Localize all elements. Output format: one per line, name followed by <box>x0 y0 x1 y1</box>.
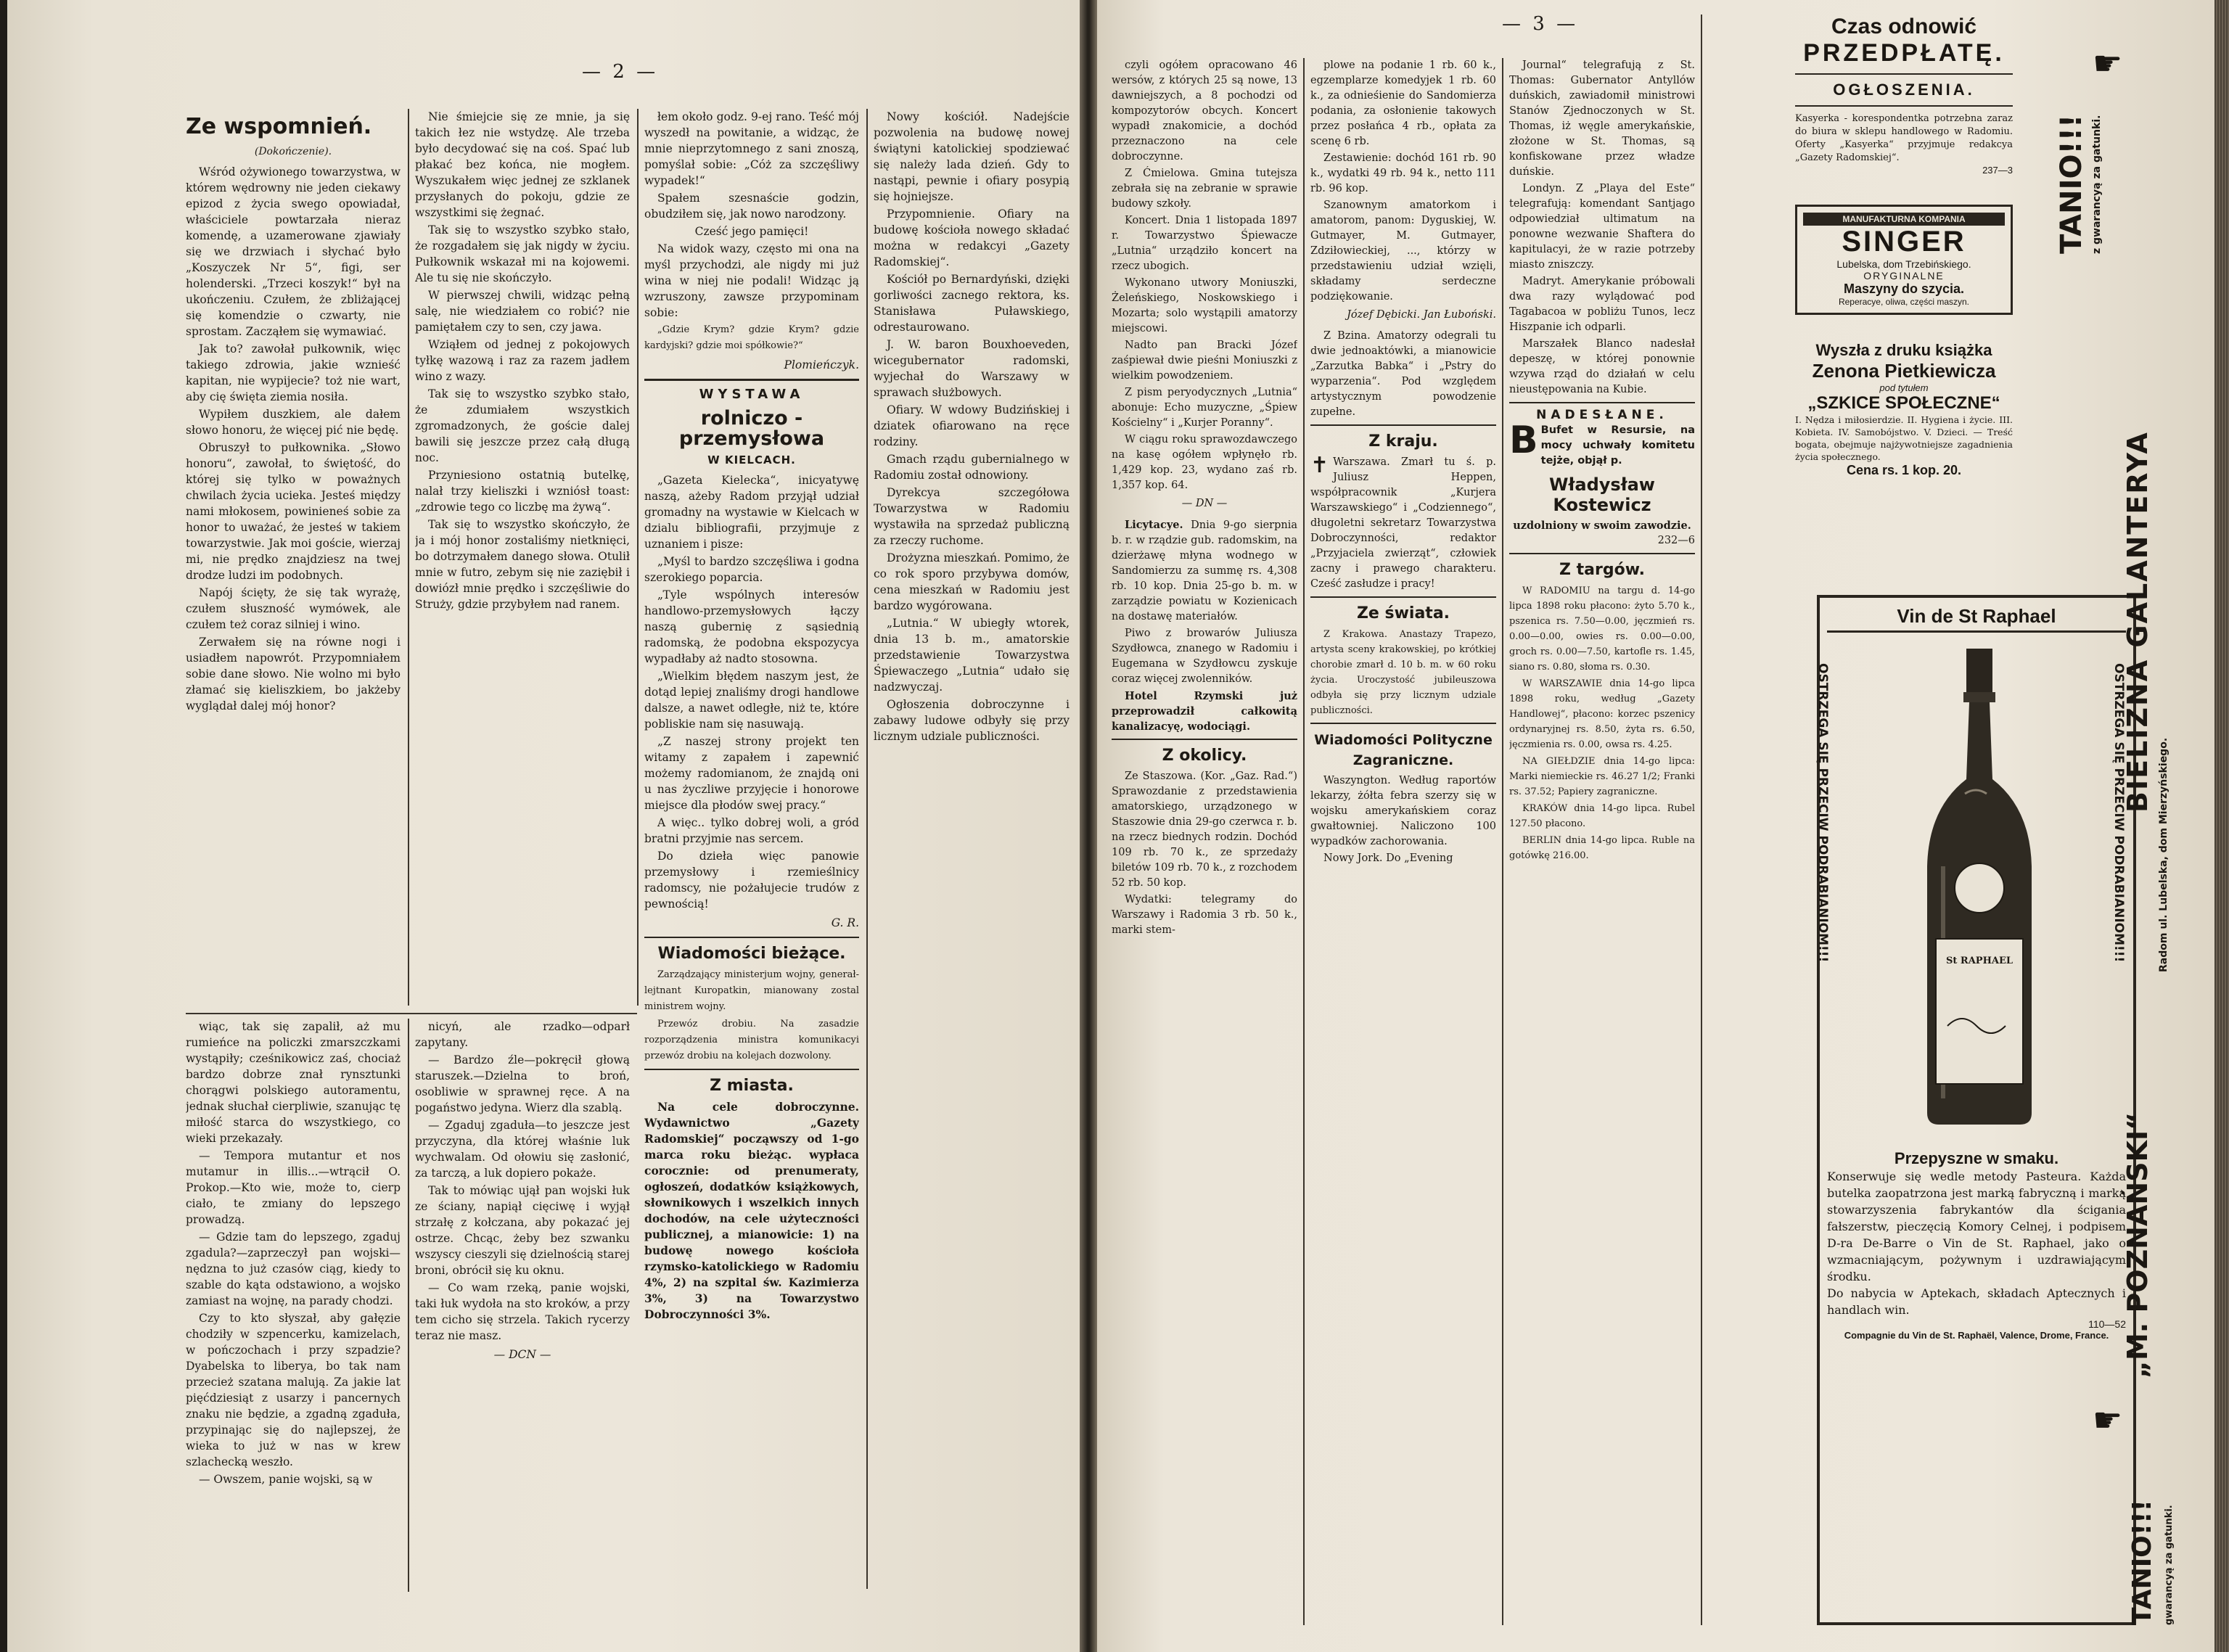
signature: — DCN — <box>493 1348 551 1361</box>
banner-tanio-top: TANIO!!! <box>2055 114 2088 254</box>
paragraph: Piwo z browarów Juliusza Szydłowca, znanego w Radomiu i Eugemana w Szydłowcu zyskuje coraz więcej zwolenników. <box>1112 628 1297 685</box>
book-ad <box>1795 341 2013 478</box>
paragraph: Szanownym amatorkom i amatorom, panom: Dyguskiej, W. Gutmayer, M. Gutmayer, Zdziłowieckiej, ..., którzy w przedstawieniu udział wzięli, składamy serdeczne podziękowanie. <box>1310 200 1496 303</box>
paragraph: KRAKÓW dnia 14-go lipca. Rubel 127.50 płacono. <box>1509 803 1695 829</box>
column-rule <box>637 109 639 1006</box>
paragraph: Wśród ożywionego towarzystwa, w którem wędrowny nie jeden ciekawy epizod z życia swego opowiadał, właściciele powtarzała nieraz komendę, a uzamerowane zjawiały się we drzwiach i słychać było „Koszyczek Nr 5“, figi, ser holenderski. „Trzeci koszyk!“ był na ukończeniu. Czułem, że zbliżającej się komendzie o czwarty, nie sprostam. Zacząłem się wymawiać. <box>186 165 401 338</box>
paragraph: NA GIEŁDZIE dnia 14-go lipca: Marki niemieckie rs. 46.27 1/2; Franki rs. 37.52; Papiery zagraniczne. <box>1509 756 1695 797</box>
divider <box>1795 73 2013 75</box>
left-page <box>7 0 1080 1652</box>
paragraph: Jak to? zawołał pułkownik, więc takiego zdrowia, jakie wznieść kapitan, nie wypijecie? toż nie wart, aby cię święta ziemia nosiła. <box>186 342 401 403</box>
book-head: Wyszła z druku książka <box>1815 341 1992 359</box>
book-edge <box>2214 0 2229 1652</box>
pointing-hand-icon: ☛ <box>2093 44 2123 83</box>
column-zagranica: Journal“ telegrafują z St. Thomas: Gubernator Antyllów duńskich, zawiadomił ministrowi Stanów Zjednoczonych w St. Thomas, iż węgle amerykańskie, złożone w St. Thomas, są konfiskowane przez władze duńskie. Londyn. Z „Playa del Este“ telegrafują: komendant Santjago odpowiedział ultimatum na ponowne wezwanie Shaftera do kapitulacyi, że w razie potrzeby miasto zniszczy. Madryt. Amerykanie próbowali dwa razy wylądować pod Tagabacoa w pobliżu Tunos, lecz Hiszpanie ich odparli. Marszałek Blanco nadesłał depeszę, w której ponownie wzywa rząd do działań w celu nieustępowania na Kubie. NADESŁANE. B Bufet w Resursie, na mocy uchwały komitetu tejże, objął p. Władysław Kostewicz uzdolniony w swoim zawodzie. 232—6 Z targów. W RADOMIU na targu d. 14-go lipca 1898 roku płacono: żyto 5.70 k., pszenica rs. 7.50—0.00, jęczmień rs. 0.00—0.00, owies rs. 0.00—0.00, groch rs. 0.00—7.50, kartofle rs. 1.45, siano rs. 0.80, słoma rs. 0.30. W WARSZAWIE dnia 14-go lipca 1898 roku, według „Gazety Handlowej“, płacono: korzec pszenicy ordynaryjnej rs. 8.50, żyta rs. 6.50, jęczmienia rs. 0.00, owsa rs. 4.25. NA GIEŁDZIE dnia 14-go lipca: Marki niemieckie rs. 46.27 1/2; Franki rs. 37.52; Papiery zagraniczne. KRAKÓW dnia 14-go lipca. Rubel 127.50 płacono. BERLIN dnia 14-go lipca. Ruble na gotówkę 216.00. <box>1509 58 1695 1625</box>
raphael-taste: Przepyszne w smaku. <box>1894 1149 2059 1167</box>
paragraph: Journal“ telegrafują z St. Thomas: Gubernator Antyllów duńskich, zawiadomił ministrowi Stanów Zjednoczonych w St. Thomas, iż węgle amerykańskie, złożone w St. Thomas, są konfiskowane przez władze duńskie. <box>1509 59 1695 178</box>
paragraph: Ofiary. W wdowy Budzińskiej i dziatek ofiarowano na ręce rodziny. <box>874 403 1070 448</box>
column-rule <box>1701 15 1702 1625</box>
subscription-notice <box>1795 15 2013 176</box>
column-rule <box>1502 58 1503 1625</box>
divider <box>1795 105 2013 107</box>
raphael-title: Vin de St Raphael <box>1827 605 2126 633</box>
paragraph: — Zgaduj zgaduła—to jeszcze jest przyczyna, dla której właśnie luk wychwalam. Od ołowiu się zasłonić, za tarczą, a luk dopiero pokaże. <box>415 1119 630 1180</box>
section-divider <box>1310 723 1496 724</box>
cross-icon: ✝ <box>1310 453 1329 478</box>
section-title: rolniczo - przemysłowa <box>678 407 825 450</box>
raphael-body: Konserwuje się wedle metody Pasteura. Każda butelka zaopatrzona jest marką fabryczną i marką stowarzyszenia fabrykantów dla ścigania fałszerstw, pieczęcią Komory Celnej, i podpisem D-ra De-Barre o Vin de St. Raphael, jako o wzmacniającym, pożywnym i uzdrawiającym środku. <box>1827 1170 2126 1283</box>
column-feuilleton-left <box>186 1019 401 1592</box>
paragraph: Tak to mówiąc ujął pan wojski łuk ze ściany, napiął cięciwę i wyjął strzałę z kołczana, aby pokazać jej ostrze. Chcąc, żeby bez szwanku wszyscy cieszyli się dzielnością starej broni, obrócił się ku oknu. <box>415 1184 630 1277</box>
paragraph: Z pism peryodycznych „Lutnia“ abonuje: Echo muzyczne, „Śpiew Kościelny“ i „Kurjer Poranny“. <box>1112 387 1297 429</box>
paragraph: Cześć jego pamięci! <box>694 225 809 238</box>
ad-code: 232—6 <box>1657 535 1695 546</box>
paragraph: W WARSZAWIE dnia 14-go lipca 1898 roku, według „Gazety Handlowej“, płacono: korzec pszenicy ordynaryjnej rs. 8.50, żyta rs. 6.50, jęczmienia rs. 0.00, owsa rs. 4.25. <box>1509 678 1695 750</box>
book-under: pod tytułem <box>1879 382 1929 393</box>
section-divider <box>1509 553 1695 554</box>
column-rule <box>866 109 868 1589</box>
book-author: Zenona Pietkiewicza <box>1812 360 1996 382</box>
signature: Józef Dębicki. Jan Łuboński. <box>1347 309 1496 321</box>
paragraph: Wykonano utwory Moniuszki, Żeleńskiego, Noskowskiego i Mozarta; solo wystąpili amatorzy miejscowi. <box>1112 277 1297 334</box>
paragraph: „Lutnia.“ W ubiegły wtorek, dnia 13 b. m., amatorskie przedstawienie Towarzystwa Śpiewaczego „Lutnia“ udało się nadzwyczaj. <box>874 617 1070 694</box>
column-local-news <box>874 109 1070 1589</box>
advertiser-name: Władysław Kostewicz <box>1549 474 1655 515</box>
singer-repairs: Reperacye, oliwa, części maszyn. <box>1838 297 1970 307</box>
paragraph: Kościół po Bernardyński, dzięki gorliwości zacnego rektora, ks. Stanisława Puławskiego, odrestaurowano. <box>874 273 1070 334</box>
paragraph: Napój ścięty, że się tak wyrażę, czułem słuszność wymówek, ale czułem też coraz silniej i wino. <box>186 586 401 631</box>
paragraph: Czy to kto słyszał, aby gałęzie chodziły w szpencerku, kamizelach, w pończochach i przy szpadzie? Dyabelska to liberya, bo tak nam przecież szatana malują. Za jakie lat pięćdziesiąt z usarzy i pancernych znaku nie będzie, a zgadną zgaduła, przypinając się do najlepszej, że wieka to już w nas w krew szlachecką weszło. <box>186 1312 401 1468</box>
paragraph: Wydatki: telegramy do Warszawy i Radomia 3 rb. 50 k., marki stem- <box>1112 894 1297 936</box>
paragraph: Ogłoszenia dobroczynne i zabawy ludowe odbyły się przy licznym udziale publiczności. <box>874 698 1070 743</box>
ogloszenia-title: OGŁOSZENIA. <box>1833 81 1975 99</box>
raphael-sale: Do nabycia w Aptekach, składach Aptecznych i handlach win. <box>1827 1286 2126 1317</box>
paragraph: — Gdzie tam do lepszego, zgaduj zgadula?—zaprzeczył pan wojski—nędzna to już czasów ciąg, kiedy to szable do kąta odstawiono, a wojsko zamiast na wojnę, na parady chodzi. <box>186 1230 401 1307</box>
section-divider <box>644 1069 859 1070</box>
signature: G. R. <box>831 916 859 929</box>
paragraph: nicyń, ale rzadko—odparł zapytany. <box>415 1020 630 1049</box>
paragraph: Nadto pan Bracki Józef zaśpiewał dwie pieśni Moniuszki z wielkim powodzeniem. <box>1112 340 1297 382</box>
paragraph: Dyrekcya szczegółowa Towarzystwa w Radomiu wystawiła na sprzedaż publiczną za rzeczy ruchome. <box>874 486 1070 547</box>
section-title: Licytacye. <box>1125 519 1183 531</box>
notice-title: Czas odnowić <box>1831 15 1977 38</box>
section-divider <box>1509 402 1695 403</box>
banner-guarantee-bottom: gwarancyą za gatunki. <box>2164 1505 2175 1625</box>
article-subtitle: (Dokończenie). <box>254 146 332 157</box>
paragraph: Marszałek Blanco nadesłał depeszę, w której ponownie wzywa rząd do działań w celu nieustępowania na Kubie. <box>1509 338 1695 395</box>
section-title: Z miasta. <box>710 1077 794 1095</box>
paragraph: Przewóz drobiu. Na zasadzie rozporządzenia ministra komunikacyi przewóz drobiu na kolejach dozwolony. <box>644 1019 859 1061</box>
paragraph: Nie śmiejcie się ze mnie, ja się takich łez nie wstydzę. Ale trzeba było decydować się na coś. Spać lub płakać bez końca, nie mogłem. Wyszukałem więc jednej ze szklanek przysłanych do pokoju, gdzie ze wszystkimi się żegnać. <box>415 110 630 219</box>
section-title: Z kraju. <box>1368 432 1438 451</box>
paragraph: Przyniesiono ostatnią butelkę, nalał trzy kieliszki i wzniósł toast: „zdrowie tego co liczbę ma żywą“. <box>415 469 630 514</box>
paragraph: Nowy Jork. Do „Evening <box>1323 852 1453 864</box>
paragraph: uzdolniony w swoim zawodzie. <box>1513 519 1691 532</box>
singer-name: SINGER <box>1842 226 1966 258</box>
pointing-hand-icon: ☛ <box>2093 1400 2123 1439</box>
paragraph: Nowy kościół. Nadejście pozwolenia na budowę nowej świątyni katolickiej spodziewać się należy lada dzień. Gdy to nastąpi, pewnie i ofiary posypią się hojniejsze. <box>874 110 1070 203</box>
section-place: W KIELCACH. <box>707 453 796 467</box>
paragraph: Zarządzający ministerjum wojny, generał-lejtnant Kuropatkin, mianowany zostal ministrem wojny. <box>644 969 859 1012</box>
paragraph: Tak się to wszystko szybko stało, że zdumiałem wszystkich zgromadzonych, że goście dalej bawili się jeszcze przez całą długą noc. <box>415 387 630 464</box>
singer-machines: Maszyny do szycia. <box>1843 282 1965 296</box>
paragraph: „Myśl to bardzo szczęśliwa i godna szerokiego poparcia. <box>644 555 859 584</box>
paragraph: — Bardzo źle—pokręcił głową staruszek.—Dzielna to broń, osobliwie w sprawnej ręce. A na pogaństwo jedyna. Wierz dla szablą. <box>415 1053 630 1114</box>
paragraph: „Tyle wspólnych interesów handlowo-przemysłowych łączy naszą gubernię z sąsiednią radomską, że podobna ekspozycya wypadłaby aż nadto stosowna. <box>644 588 859 665</box>
section-title: Z targów. <box>1559 561 1645 579</box>
paragraph: Gmach rządu gubernialnego w Radomiu został odnowiony. <box>874 453 1070 482</box>
section-label: WYSTAWA <box>699 387 805 402</box>
paragraph: Tak się to wszystko skończyło, że ja i mój honor zostaliśmy nietknięci, bo dotrzymałem danego słowa. Otulił mnie w futro, zebym się nie zaziębił i dowiózł mnie prędko i szczęśliwie do Struży, gdzie przybyłem nad ranem. <box>415 518 630 611</box>
banner-tanio-bottom: TANIO!!! <box>2127 1499 2157 1625</box>
paragraph: Ze Staszowa. (Kor. „Gaz. Rad.“) Sprawozdanie z przedstawienia amatorskiego, urządzonego w Staszowie dnia 29-go czerwca r. b. na rzecz biednych rodzin. Dochód 109 rb. 70 k., ze sprzedaży biletów 109 rb. 70 k., z rozchodem 52 rb. 50 kop. <box>1112 770 1297 889</box>
book-gutter <box>1080 0 1097 1652</box>
paragraph: Z Bzina. Amatorzy odegrali tu dwie jednoaktówki, a mianowicie „Zarzutka Babka“ i „Pstry do wyparzenia“. Pod względem artystycznym powodzenie zupełne. <box>1310 330 1496 418</box>
right-page <box>1097 0 2214 1652</box>
book-title: „SZKICE SPOŁECZNE“ <box>1807 393 2000 413</box>
kasyerka-ad: Kasyerka - korespondentka potrzebna zaraz do biura w sklepu handlowego w Radomiu. Oferty „Kasyerka“ przyjmuje redakcya „Gazety Radomskiej“. <box>1795 113 2013 163</box>
column-kraj <box>1310 58 1496 1625</box>
paragraph: łem około godz. 9-ej rano. Teść mój wyszedł na powitanie, a widząc, że mnie nieprzytomnego z sani znoszą, pomyślał sobie: „Cóż za szczęśliwy wypadek!“ <box>644 110 859 187</box>
paragraph: A więc.. tylko dobrej woli, a gród bratni przyjmie nas sercem. <box>644 816 859 845</box>
raphael-company: Compagnie du Vin de St. Raphaël, Valence, Drome, France. <box>1844 1330 2109 1341</box>
ad-code: 237—3 <box>1982 165 2013 176</box>
column-rule <box>408 109 409 1006</box>
paragraph: Warszawa. Zmarł tu ś. p. Juliusz Heppen, współpracownik „Kurjera Warszawskiego“ i „Codziennego“, długoletni sekretarz Towarzystwa Dobroczynności, redaktor „Przyjaciela zwierząt“, człowiek zacny i prawego charakteru. Cześć zasłudze i pracy! <box>1310 456 1496 590</box>
column-ze-wspomnien <box>186 109 401 1006</box>
section-title: Wiadomości bieżące. <box>657 945 846 963</box>
section-title: Z okolicy. <box>1162 747 1247 765</box>
paragraph: W RADOMIU na targu d. 14-go lipca 1898 roku płacono: żyto 5.70 k., pszenica rs. 7.50—0.00, jęczmień rs. 0.00—0.00, owies rs. 0.00—0.00, groch rs. 0.00—7.50, kartofle rs. 1.45, siano rs. 0.80, słoma rs. 0.30. <box>1509 585 1695 673</box>
paragraph: — Tempora mutantur et nos mutamur in illis...—wtrącił O. Prokop.—Kto wie, może to, cierp ciało, te zmiany do lepszego prowadzą. <box>186 1149 401 1226</box>
column-rule <box>1303 58 1305 1625</box>
paragraph: Tak się to wszystko szybko stało, że rozgadałem się jak nigdy w życiu. Pułkownik wskazał mi na kojowemi. Ale tu się nie skończyło. <box>415 223 630 284</box>
paragraph: Dnia 9-go sierpnia b. r. w rządzie gub. radomskim, na dzierżawę młyna wodnego w Sandomierzu za summę rs. 4,308 rb. 10 kop. Dnia 25-go b. m. w zarządzie powiatu w Kozienicach na dostawę materiałów. <box>1112 519 1297 622</box>
paragraph: J. W. baron Bouxhoeveden, wicegubernator radomski, wyjechał do Warszawy w sprawach służbowych. <box>874 338 1070 399</box>
paragraph: Koncert. Dnia 1 listopada 1897 r. Towarzystwo Śpiewacze „Lutnia“ urządziło koncert na rzecz ubogich. <box>1112 215 1297 272</box>
column-rule <box>408 1019 409 1592</box>
section-title: Wiadomości Polityczne Zagraniczne. <box>1314 732 1493 768</box>
paragraph: — Co wam rzeką, panie wojski, taki łuk wydoła na sto kroków, a przy tem cicho się strzela. Takich rycerzy teraz nie masz. <box>415 1281 630 1342</box>
paragraph: plowe na podanie 1 rb. 60 k., egzemplarze komedyjek 1 rb. 60 k., za odnieśienie do Sandomierza podania, za osłonienie takowych przez posłańca 4 rb., opłata za scenę 6 rb. <box>1310 59 1496 147</box>
paragraph: Spałem szesnaście godzin, obudziłem się, jak nowo narodzony. <box>644 192 859 221</box>
section-title: Ze świata. <box>1356 604 1450 622</box>
paragraph: Hotel Rzymski już przeprowadził całkowitą kanalizacyę, wodociągi. <box>1112 690 1297 733</box>
banner-poznanski: „M. POZNAŃSKI“ <box>2122 1111 2154 1378</box>
paragraph: Na cele dobroczynne. Wydawnictwo „Gazety Radomskiej“ począwszy od 1-go marca roku bieżąc. wypłaca corocznie: od prenumeraty, ogłoszeń, dodatków książkowych, słownikowych i wszelkich innych dochodów, na cele użyteczności publicznej, a mianowicie: 1) na budowę nowego kościoła rzymsko-katolickiego w Radomiu 4%, 2) na szpital św. Kazimierza 3%, 3) na Towarzystwo Dobroczynności 3%. <box>644 1100 859 1321</box>
signature: — DN — <box>1181 498 1228 509</box>
paragraph: Londyn. Z „Playa del Este“ telegrafują: komendant Santjago odpowiedział ultimatum na ponowne wezwanie Shaftera do kapitulacyi, że w razie potrzeby miasto zniszczy. <box>1509 183 1695 271</box>
column-koncert <box>1112 58 1297 1625</box>
column-feuilleton-right <box>415 1019 630 1592</box>
bottle-label-text: St RAPHAEL <box>1945 956 2014 966</box>
column-wystawa <box>644 109 859 1589</box>
paragraph: „Gdzie Krym? gdzie Krym? gdzie kardyjski? gdzie moi spółkowie?“ <box>644 324 859 351</box>
paragraph: Drożyzna mieszkań. Pomimo, że co rok sporo przybywa domów, cena mieszkań w Radomiu jest bardzo wygórowana. <box>874 551 1070 612</box>
paragraph: BERLIN dnia 14-go lipca. Ruble na gotówkę 216.00. <box>1509 835 1695 861</box>
paragraph: Wypiłem duszkiem, ale dałem słowo honoru, że więcej pić nie będę. <box>186 408 401 437</box>
paragraph: Wziąłem od jednej z pokojowych tyłkę wazową i raz za razem jadłem wino z wazy. <box>415 338 630 383</box>
paragraph: Do dzieła więc panowie przemysłowy i rzemieślnicy radomscy, nie pożałujecie trudów z pewnością! <box>644 850 859 911</box>
paragraph: wiąc, tak się zapalił, aż mu rumieńce na policzki zmarszczkami wystąpiły; cześnikowicz zaś, chociaż bardzo dobrze znał rynsztunki chorągwi polskiego autoramentu, jednak słuchał cierpliwie, szanując tę miłość starca do wszystkiego, co wieki przekazały. <box>186 1020 401 1145</box>
paragraph: Bufet w Resursie, na mocy uchwały komitetu tejże, objął p. <box>1540 424 1695 467</box>
page-number: — 2 — <box>582 61 659 83</box>
singer-address: Lubelska, dom Trzebińskiego. <box>1836 258 1971 270</box>
section-divider <box>644 937 859 938</box>
section-divider <box>1310 596 1496 598</box>
paragraph: W ciągu roku sprawozdawczego na kasę ogółem wpłynęło rb. 1,429 kop. 23, wydano zaś rb. 1,357 kop. 64. <box>1112 434 1297 491</box>
signature: Plomieńczyk. <box>784 358 859 371</box>
paragraph: Zerwałem się na równe nogi i usiadłem napowrót. Przypomniałem sobie dane słowo. Nie wolno mi było złamać się kieliszkiem, bo jakżeby wyglądał dalej mój honor? <box>186 636 401 712</box>
paragraph: czyli ogółem opracowano 46 wersów, z których 25 są nowe, 13 dawniejszych, a 8 pochodzi od kompozytorów obcych. Koncert wypadł znakomicie, a dochód przeznaczono na cele dobroczynne. <box>1112 59 1297 163</box>
singer-original: ORYGINALNE <box>1863 270 1945 282</box>
paragraph: Z Krakowa. Anastazy Trapezo, artysta sceny krakowskiej, po krótkiej chorobie zmarł d. 10 b. m. w 60 roku życia. Uroczystość jubileuszowa odbyła się przy licznym udziale publiczności. <box>1310 629 1496 716</box>
book-body: I. Nędza i miłosierdzie. II. Hygiena i życie. III. Kobieta. IV. Samobójstwo. V. Dzieci. — Treść bogata, obejmuje najżywotniejsze zagadnienia życia społecznego. <box>1795 414 2013 462</box>
feuilleton-rule <box>186 1013 637 1014</box>
paragraph: Madryt. Amerykanie próbowali dwa razy wylądować pod Tagabacoa w pobliżu Tunos, lecz Hiszpanie ich odparli. <box>1509 276 1695 333</box>
section-title: NADESŁANE. <box>1536 408 1668 422</box>
section-divider <box>1310 424 1496 426</box>
warning-vertical-left: OSTRZEGA SIĘ PRZECIW PODRABIANIOM!!! <box>1815 663 1830 963</box>
paragraph: Zestawienie: dochód 161 rb. 90 k., wydatki 49 rb. 94 k., netto 111 rb. 96 kop. <box>1310 152 1496 194</box>
advertisements-column <box>1795 15 2136 1640</box>
article-title: Ze wspomnień. <box>186 114 372 139</box>
warning-vertical-right: OSTRZEGA SIĘ PRZECIW PODRABIANIOM!!! <box>2111 663 2126 963</box>
ad-code: 110—52 <box>2088 1318 2126 1330</box>
paragraph: Z Ćmielowa. Gmina tutejsza zebrała się na zebranie w sprawie budowy szkoły. <box>1112 168 1297 210</box>
paragraph: — Owszem, panie wojski, są w <box>199 1473 373 1486</box>
book-price: Cena rs. 1 kop. 20. <box>1846 463 1962 477</box>
section-divider <box>1112 739 1297 740</box>
paragraph: W pierwszej chwili, widząc pełną salę, nie wiedziałem co robić? nie pamiętałem czy to sen, czy jawa. <box>415 289 630 334</box>
raphael-ad <box>1817 595 2136 1625</box>
notice-big: PRZEDPŁATĘ. <box>1803 39 2005 67</box>
banner-radom-address: Radom ul. Lubelska, dom Mierzyńskiego. <box>2158 737 2170 972</box>
wine-bottle-illustration <box>1907 649 2052 1127</box>
paragraph: Waszyngton. Według raportów lekarzy, żółta febra szerzy się w wojsku amerykańskiem coraz gwałtowniej. Naliczono 100 wypadków zachorowania. <box>1310 775 1496 847</box>
paragraph: „Z naszej strony projekt ten witamy z zapałem i zapewnić możemy radomianom, że znajdą oni u nas życzliwe przyjęcie i honorowe miejsce dla płodów swej pracy.“ <box>644 735 859 812</box>
paragraph: „Wielkim błędem naszym jest, że dotąd lepiej znaliśmy drogi handlowe dalsze, a nawet odległe, niż te, które pobliskie nam się nasuwają. <box>644 670 859 731</box>
singer-head: MANUFAKTURNA KOMPANIA <box>1803 213 2005 226</box>
paragraph: Przypomnienie. Ofiary na budowę kościoła nowego składać można w redakcyi „Gazety Radomskiej“. <box>874 207 1070 268</box>
page-number: — 3 — <box>1502 13 1579 35</box>
paragraph: Na widok wazy, często mi ona na myśl przychodzi, ale nigdy mi już wina w niej nie podali! Widząc ją wzruszony, zawsze przypominam sobie: <box>644 242 859 319</box>
column-continued <box>415 109 630 1006</box>
singer-ad <box>1795 205 2013 315</box>
paragraph: „Gazeta Kielecka“, inicyatywę naszą, ażeby Radom przyjął udział gromadny na wystawie w Kielcach w dzialu bibliografii, przyjmuje z uznaniem i pisze: <box>644 474 859 551</box>
banner-guarantee-top: z gwarancyą za gatunki. <box>2091 115 2103 254</box>
section-divider <box>644 379 859 381</box>
banner-bielizna: BIELIZNA GALANTERYA <box>2122 431 2154 813</box>
paragraph: Obruszył to pułkownika. „Słowo honoru“, zawołał, to świętość, do której się tylko w poważnych chwilach życia ucieka. Jesteś między nami młokosem, powinieneś sobie za honor to uważać, że jesteś w takiem towarzystwie. Jak moi goście, wierzaj mi, nie prędko znajdziesz na twej drodze ludzi im podobnych. <box>186 441 401 582</box>
raphael-text <box>1827 1149 2126 1341</box>
